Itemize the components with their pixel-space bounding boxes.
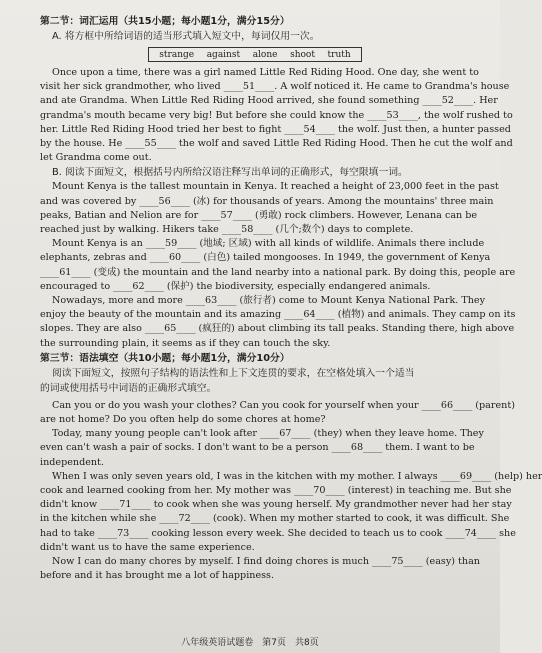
word-box-item: against bbox=[206, 49, 241, 60]
passage-line: had to take ____73____ cooking lesson every week. She decided to teach us to cook ____74____ she bbox=[40, 527, 516, 539]
passage-line: cook and learned cooking from her. My mother was ____70____ (interest) in teaching me. But she bbox=[40, 485, 512, 497]
passage-b bbox=[40, 180, 516, 350]
passage-line: are not home? Do you often help do some chores at home? bbox=[40, 414, 326, 426]
passage-line: slopes. They are also ____65____ (疯狂的) about climbing its tall peaks. Standing there, high above bbox=[40, 323, 515, 335]
passage-line: Today, many young people can't look after ____67____ (they) when they leave home. They bbox=[52, 428, 484, 440]
passage-line: reached just by walking. Hikers take ____58____ (几个;数个) days to complete. bbox=[40, 224, 414, 236]
section3-instruction: 的词或使用括号中词语的正确形式填空。 bbox=[40, 382, 217, 394]
passage-line: let Grandma come out. bbox=[40, 152, 152, 164]
passage-line: Nowadays, more and more ____63____ (旅行者) come to Mount Kenya National Park. They bbox=[52, 295, 486, 307]
passage-line: her. Little Red Riding Hood tried her best to fight ____54____ the wolf. Just then, a hunter passed bbox=[40, 123, 511, 135]
passage-line: didn't want us to have the same experience. bbox=[40, 541, 255, 553]
passage-line: grandma's mouth became very big! But before she could know the ____53____, the wolf rushed to bbox=[40, 109, 513, 121]
passage-line: When I was only seven years old, I was in the kitchen with my mother. I always ____69____ (help) her bbox=[52, 470, 542, 482]
passage-line: visit her sick grandmother, who lived ____51____. A wolf noticed it. He came to Grandma's house bbox=[40, 81, 510, 93]
passage-line: Once upon a time, there was a girl named Little Red Riding Hood. One day, she went to bbox=[52, 67, 479, 78]
section3-title: 第三节：语法填空（共10小题；每小题1分，满分10分） bbox=[40, 352, 290, 364]
section3-instruction: 阅读下面短文，按照句子结构的语法性和上下文连贯的要求，在空格处填入一个适当 bbox=[52, 367, 415, 379]
passage-line: and was covered by ____56____ (冰) for thousands of years. Among the mountains' three main bbox=[40, 195, 494, 207]
passage-line: before and it has brought me a lot of happiness. bbox=[40, 570, 275, 582]
word-box bbox=[148, 47, 362, 62]
passage-line: the surrounding plain, it seems as if they can touch the sky. bbox=[40, 337, 331, 349]
passage-line: Mount Kenya is an ____59____ (地域; 区域) with all kinds of wildlife. Animals there include bbox=[52, 238, 485, 250]
word-box-item: truth bbox=[327, 49, 351, 60]
passage-line: didn't know ____71____ to cook when she was young herself. My grandmother never had her stay bbox=[40, 499, 512, 511]
passage-c bbox=[40, 399, 542, 584]
page-footer: 八年级英语试题卷 第7页 共8页 bbox=[181, 638, 319, 648]
partB-instruction: B. 阅读下面短文，根据括号内所给汉语注释写出单词的正确形式，每空限填一词。 bbox=[52, 167, 408, 179]
passage-line: encouraged to ____62____ (保护) the biodiversity, especially endangered animals. bbox=[40, 280, 431, 292]
passage-line: Mount Kenya is the tallest mountain in Kenya. It reached a height of 23,000 feet in the past bbox=[52, 181, 499, 193]
passage-line: elephants, zebras and ____60____ (白色) tailed mongooses. In 1949, the government of Kenya bbox=[40, 252, 491, 264]
passage-line: peaks, Batian and Nelion are for ____57____ (勇敢) rock climbers. However, Lenana can be bbox=[40, 209, 478, 221]
word-box-item: shoot bbox=[290, 49, 315, 60]
passage-line: by the house. He ____55____ the wolf and saved Little Red Riding Hood. Then he cut the wolf and bbox=[40, 138, 513, 150]
partA-instruction: A. 将方框中所给词语的适当形式填入短文中，每词仅用一次。 bbox=[52, 31, 320, 42]
passage-line: enjoy the beauty of the mountain and its amazing ____64____ (植物) and animals. They camp on its bbox=[40, 309, 516, 321]
word-box-item: strange bbox=[159, 49, 195, 60]
passage-line: ____61____ (变成) the mountain and the land nearby into a national park. By doing this, people are bbox=[40, 266, 516, 278]
passage-line: Can you or do you wash your clothes? Can you cook for yourself when your ____66____ (parent) bbox=[52, 399, 515, 411]
passage-a bbox=[40, 66, 513, 165]
passage-line: Now I can do many chores by myself. I find doing chores is much ____75____ (easy) than bbox=[52, 556, 480, 568]
passage-line: in the kitchen while she ____72____ (cook). When my mother started to cook, it was difficult. She bbox=[40, 513, 510, 525]
passage-line: even can't wash a pair of socks. I don't want to be a person ____68____ them. I want to be bbox=[40, 442, 475, 454]
section2-title: 第二节：词汇运用（共15小题；每小题1分，满分15分） bbox=[40, 16, 290, 27]
word-box-item: alone bbox=[252, 49, 278, 60]
passage-line: and ate Grandma. When Little Red Riding Hood arrived, she found something ____52____. Her bbox=[40, 95, 498, 107]
passage-line: independent. bbox=[40, 456, 104, 468]
